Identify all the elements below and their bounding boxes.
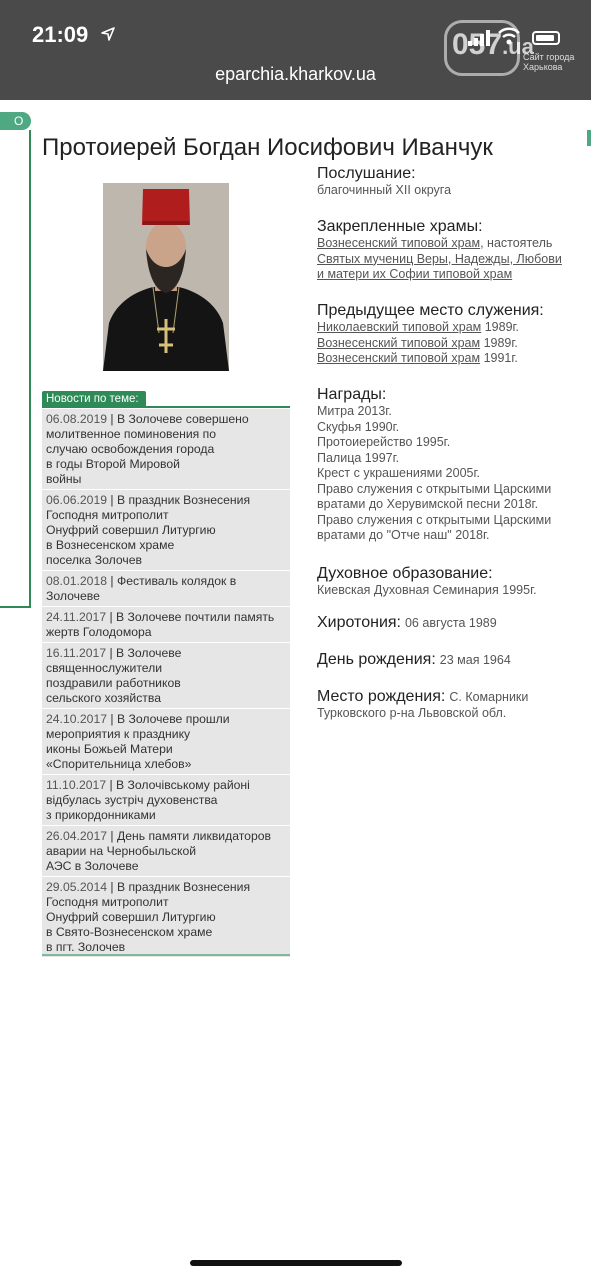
birthplace-heading: Место рождения: [317, 688, 446, 705]
previous-temple-link[interactable]: Вознесенский типовой храм [317, 335, 481, 350]
news-tab[interactable]: Новости по теме: [42, 391, 146, 407]
news-text: в Свято-Вознесенском храме [46, 925, 213, 939]
news-item[interactable] [42, 643, 290, 709]
birthplace-value-line2: Турковского р-на Львовской обл. [317, 706, 507, 720]
news-item[interactable] [42, 409, 290, 490]
news-item[interactable] [42, 709, 290, 775]
news-divider [42, 406, 290, 408]
service-heading: Послушание: [317, 165, 416, 182]
news-text: Господня митрополит [46, 508, 169, 522]
ordination-section [317, 614, 497, 632]
news-text: священнослужители [46, 661, 163, 675]
temple-link-vera-nadezhda[interactable]: Святых мучениц Веры, Надежды, Любови [317, 251, 562, 266]
news-item[interactable] [42, 877, 290, 958]
birthday-value: 23 мая 1964 [439, 653, 511, 667]
service-value: благочинный XII округа [317, 183, 452, 197]
temple-link-voznesensky[interactable]: Вознесенский типовой храм [317, 236, 481, 250]
education-value: Киевская Духовная Семинария 1995г. [317, 583, 537, 597]
news-date: 24.11.2017 [46, 610, 107, 624]
news-date: 24.10.2017 [46, 712, 107, 726]
news-list [42, 409, 290, 958]
address-bar-url[interactable]: eparchia.kharkov.ua [215, 64, 376, 84]
education-section [317, 565, 537, 599]
priest-photo [103, 183, 229, 371]
news-text: | В Золочеве совершено [110, 412, 249, 426]
news-text: войны [46, 472, 82, 486]
previous-temple-year: 1989г. [481, 320, 520, 334]
news-text: в Вознесенском храме [46, 538, 175, 552]
news-text: | День памяти ликвидаторов [110, 829, 271, 843]
award-line: вратами до Херувимской песни 2018г. [317, 497, 539, 511]
ordination-heading: Хиротония: [317, 614, 401, 631]
temple-role: , настоятель [480, 236, 553, 250]
birthplace-section [317, 688, 528, 722]
watermark-caption: Сайт города Харькова [523, 52, 575, 72]
news-text: жертв Голодомора [46, 625, 152, 639]
ordination-value: 06 августа 1989 [404, 616, 497, 630]
left-panel-tab[interactable]: О [0, 112, 31, 130]
news-date: 29.05.2014 [46, 880, 107, 894]
watermark-logo-text: 057.ua [452, 28, 534, 61]
page-title: Протоиерей Богдан Иосифович Иванчук [42, 134, 493, 161]
news-date: 06.06.2019 [46, 493, 107, 507]
news-text: | В Золочеве прошли [110, 712, 230, 726]
previous-temple-year: 1989г. [480, 335, 518, 350]
watermark-logo [444, 14, 584, 94]
news-date: 26.04.2017 [46, 829, 107, 843]
birthplace-value: С. Комарники [449, 690, 529, 704]
news-text: молитвенное поминовения по [46, 427, 216, 441]
news-text: Господня митрополит [46, 895, 169, 909]
previous-temple-link[interactable]: Вознесенский типовой храм [317, 351, 481, 365]
education-heading: Духовное образование: [317, 565, 493, 582]
news-text: | Фестиваль колядок в [110, 574, 237, 588]
news-item[interactable] [42, 490, 290, 571]
award-line: Палица 1997г. [317, 450, 400, 465]
status-time: 21:09 [32, 22, 89, 47]
news-text: в пгт. Золочев [46, 940, 126, 954]
news-item[interactable] [42, 571, 290, 607]
award-line: Скуфья 1990г. [317, 419, 400, 434]
award-line: Право служения с открытыми Царскими [317, 481, 552, 496]
news-text: | В Золочеве [109, 646, 182, 660]
temple-link-vera-nadezhda-2[interactable]: и матери их Софии типовой храм [317, 267, 513, 281]
news-date: 08.01.2018 [46, 574, 107, 588]
news-text: аварии на Чернобыльской [46, 844, 197, 858]
news-item[interactable] [42, 607, 290, 643]
awards-heading: Награды: [317, 386, 387, 403]
news-text: поселка Золочев [46, 553, 142, 567]
news-text: иконы Божьей Матери [46, 742, 173, 756]
temples-heading: Закрепленные храмы: [317, 218, 483, 235]
news-end-divider [42, 954, 290, 956]
browser-chrome [0, 0, 591, 100]
news-text: АЭС в Золочеве [46, 859, 139, 873]
previous-temple-year: 1991г. [480, 351, 518, 365]
news-text: | В Золочеве почтили память [109, 610, 275, 624]
news-item[interactable] [42, 775, 290, 826]
news-text: | В праздник Вознесения [110, 493, 251, 507]
birthday-section [317, 651, 511, 669]
left-panel-frame [0, 130, 31, 608]
previous-service-section [317, 302, 544, 367]
news-text: Онуфрий совершил Литургию [46, 910, 216, 924]
location-arrow-icon [101, 27, 115, 41]
news-text: | В праздник Вознесения [110, 880, 251, 894]
news-text: | В Золочівському районі [109, 778, 250, 792]
previous-temple-link[interactable]: Николаевский типовой храм [317, 320, 482, 334]
news-item[interactable] [42, 826, 290, 877]
award-line: Крест с украшениями 2005г. [317, 466, 480, 480]
temples-section [317, 218, 562, 283]
news-text: мероприятия к празднику [46, 727, 191, 741]
news-text: «Спорительница хлебов» [46, 757, 192, 771]
award-line: вратами до "Отче наш" 2018г. [317, 528, 490, 542]
news-text: случаю освобождения города [46, 442, 215, 456]
news-date: 11.10.2017 [46, 778, 107, 792]
news-text: Золочеве [46, 589, 100, 603]
news-text: відбулась зустріч духовенства [46, 793, 218, 807]
birthday-heading: День рождения: [317, 651, 436, 668]
news-date: 06.08.2019 [46, 412, 107, 426]
award-line: Протоиерейство 1995г. [317, 435, 451, 449]
news-text: поздравили работников [46, 676, 181, 690]
news-text: Онуфрий совершил Литургию [46, 523, 216, 537]
award-line: Митра 2013г. [317, 404, 392, 418]
news-text: сельского хозяйства [46, 691, 161, 705]
previous-service-heading: Предыдущее место служения: [317, 302, 544, 319]
award-line: Право служения с открытыми Царскими [317, 512, 552, 527]
home-indicator[interactable] [190, 1260, 402, 1266]
news-text: з прикордонниками [46, 808, 156, 822]
right-panel-tab[interactable] [587, 130, 591, 146]
service-section [317, 165, 451, 199]
news-date: 16.11.2017 [46, 646, 107, 660]
awards-section [317, 386, 551, 544]
news-text: в годы Второй Мировой [46, 457, 180, 471]
